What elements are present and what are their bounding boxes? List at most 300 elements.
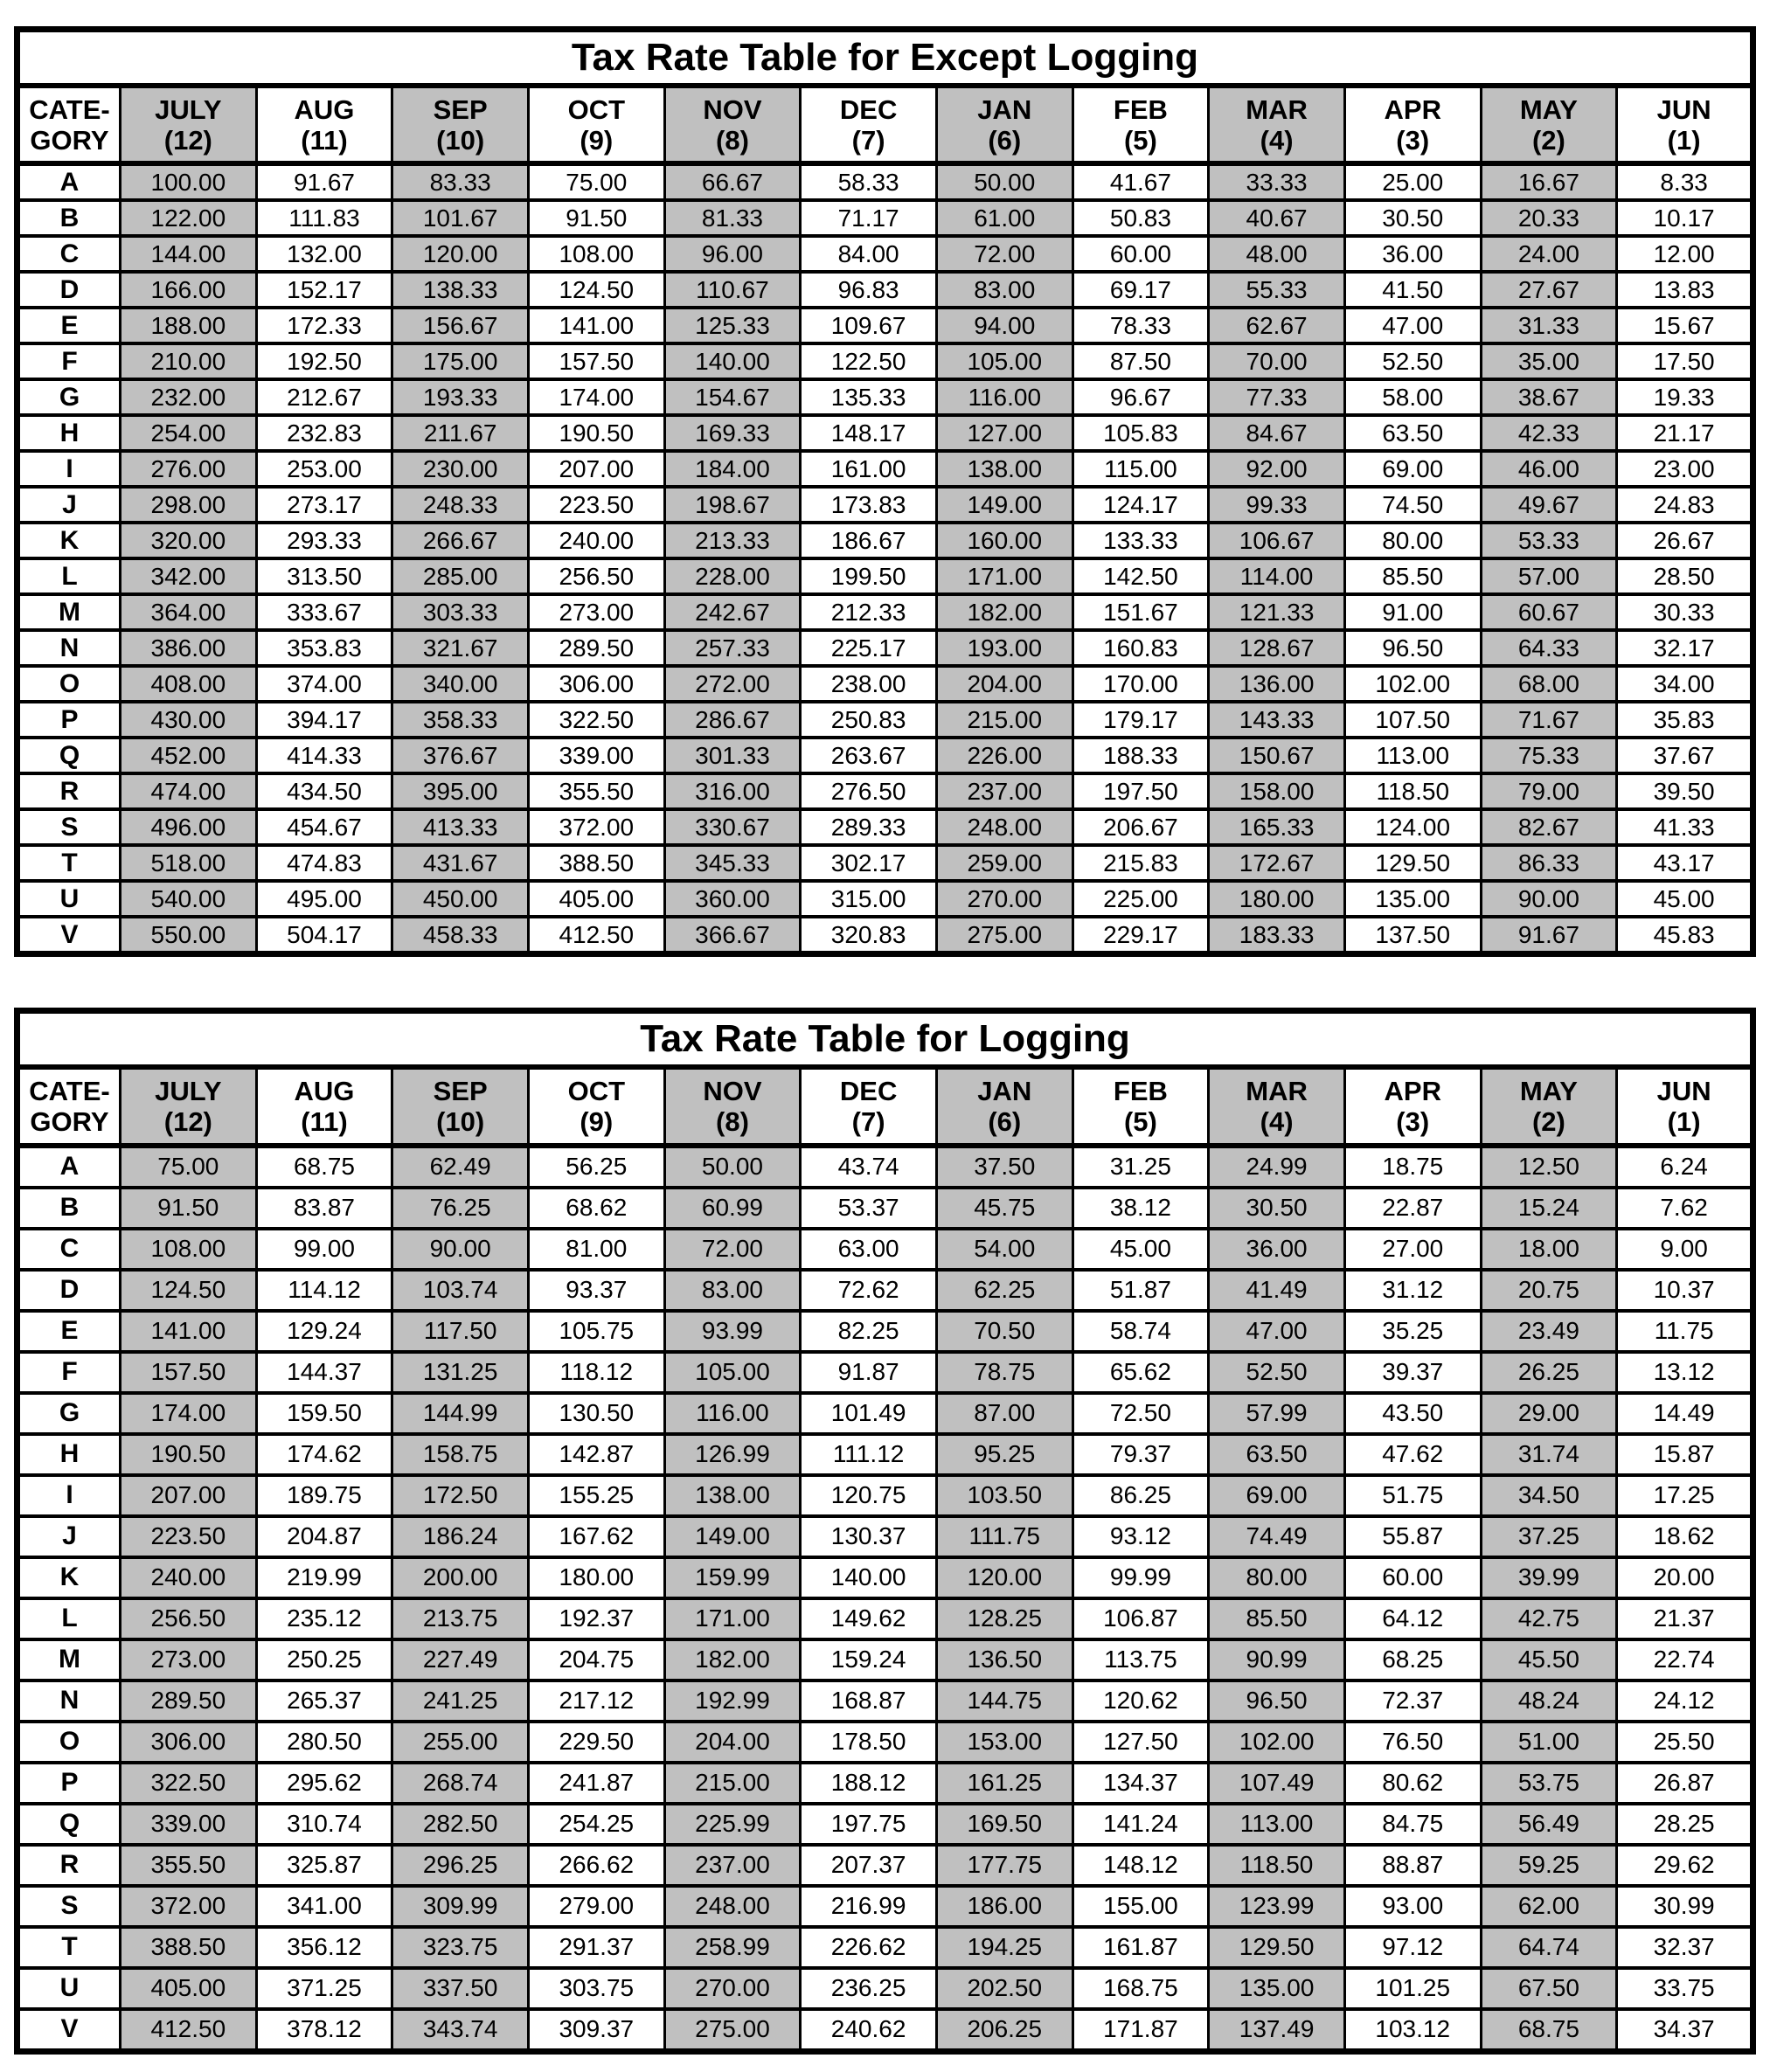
- rate-cell: 106.67: [1209, 523, 1345, 558]
- rate-cell: 71.17: [801, 200, 937, 236]
- rate-cell: 80.62: [1344, 1763, 1481, 1804]
- month-label: SEP: [433, 94, 488, 125]
- rate-cell: 171.00: [936, 558, 1072, 594]
- rate-cell: 92.00: [1209, 451, 1345, 487]
- month-number: (2): [1531, 1106, 1565, 1138]
- row-category: B: [17, 1188, 121, 1229]
- rate-cell: 289.33: [801, 809, 937, 845]
- rate-cell: 358.33: [392, 702, 529, 738]
- rate-cell: 130.37: [801, 1516, 937, 1557]
- month-label: MAR: [1246, 94, 1308, 125]
- rate-cell: 495.00: [256, 881, 392, 917]
- rate-cell: 50.00: [664, 1146, 801, 1188]
- rate-cell: 15.67: [1617, 308, 1753, 343]
- rate-cell: 29.00: [1481, 1393, 1617, 1434]
- rate-cell: 95.25: [936, 1434, 1072, 1475]
- row-category: I: [17, 1475, 121, 1516]
- rate-cell: 204.00: [936, 666, 1072, 702]
- rate-cell: 172.67: [1209, 845, 1345, 881]
- table-header-row: [17, 1067, 1753, 1145]
- rate-cell: 275.00: [664, 2009, 801, 2052]
- month-column-header: [1617, 86, 1753, 163]
- rate-cell: 355.50: [121, 1845, 257, 1886]
- table-row: [17, 1270, 1753, 1311]
- table-row: [17, 272, 1753, 308]
- rate-cell: 14.49: [1617, 1393, 1753, 1434]
- rate-cell: 42.33: [1481, 415, 1617, 451]
- month-number: (7): [851, 1106, 885, 1138]
- rate-cell: 36.00: [1209, 1229, 1345, 1270]
- rate-cell: 31.12: [1344, 1270, 1481, 1311]
- rate-cell: 6.24: [1617, 1146, 1753, 1188]
- rate-cell: 372.00: [528, 809, 664, 845]
- rate-cell: 386.00: [121, 630, 257, 666]
- rate-cell: 167.62: [528, 1516, 664, 1557]
- row-category: U: [17, 881, 121, 917]
- rate-cell: 270.00: [664, 1968, 801, 2009]
- rate-cell: 217.12: [528, 1680, 664, 1722]
- rate-cell: 26.87: [1617, 1763, 1753, 1804]
- row-category: G: [17, 1393, 121, 1434]
- table-row: [17, 163, 1753, 200]
- rate-cell: 518.00: [121, 845, 257, 881]
- rate-cell: 184.00: [664, 451, 801, 487]
- rate-cell: 61.00: [936, 200, 1072, 236]
- row-category: M: [17, 594, 121, 630]
- rate-cell: 504.17: [256, 917, 392, 954]
- rate-cell: 452.00: [121, 738, 257, 773]
- table-row: [17, 1968, 1753, 2009]
- rate-cell: 26.25: [1481, 1352, 1617, 1393]
- rate-cell: 15.24: [1481, 1188, 1617, 1229]
- month-label: AUG: [294, 1076, 355, 1107]
- rate-cell: 232.00: [121, 379, 257, 415]
- row-category: O: [17, 1722, 121, 1763]
- rate-cell: 37.50: [936, 1146, 1072, 1188]
- rate-cell: 388.50: [121, 1927, 257, 1968]
- table-row: [17, 1146, 1753, 1188]
- month-column-header: [256, 86, 392, 163]
- rate-cell: 268.74: [392, 1763, 529, 1804]
- month-number: (8): [716, 124, 749, 156]
- rate-cell: 34.50: [1481, 1475, 1617, 1516]
- row-category: H: [17, 415, 121, 451]
- rate-cell: 108.00: [121, 1229, 257, 1270]
- rate-cell: 248.00: [664, 1886, 801, 1927]
- rate-cell: 430.00: [121, 702, 257, 738]
- rate-cell: 109.67: [801, 308, 937, 343]
- month-label: JUN: [1656, 1076, 1711, 1107]
- rate-cell: 340.00: [392, 666, 529, 702]
- rate-cell: 291.37: [528, 1927, 664, 1968]
- rate-cell: 74.50: [1344, 487, 1481, 523]
- rate-cell: 111.12: [801, 1434, 937, 1475]
- rate-cell: 242.67: [664, 594, 801, 630]
- rate-cell: 250.25: [256, 1639, 392, 1680]
- rate-cell: 87.00: [936, 1393, 1072, 1434]
- rate-cell: 124.50: [528, 272, 664, 308]
- rate-cell: 333.67: [256, 594, 392, 630]
- rate-cell: 19.33: [1617, 379, 1753, 415]
- month-label: AUG: [294, 94, 355, 125]
- table-row: [17, 1680, 1753, 1722]
- rate-cell: 211.67: [392, 415, 529, 451]
- rate-cell: 90.99: [1209, 1639, 1345, 1680]
- rate-cell: 172.33: [256, 308, 392, 343]
- rate-cell: 306.00: [121, 1722, 257, 1763]
- rate-cell: 113.75: [1072, 1639, 1209, 1680]
- rate-cell: 238.00: [801, 666, 937, 702]
- rate-cell: 141.24: [1072, 1804, 1209, 1845]
- rate-cell: 190.50: [121, 1434, 257, 1475]
- month-label: FEB: [1113, 94, 1168, 125]
- rate-cell: 302.17: [801, 845, 937, 881]
- row-category: A: [17, 1146, 121, 1188]
- rate-cell: 30.33: [1617, 594, 1753, 630]
- rate-cell: 366.67: [664, 917, 801, 954]
- rate-cell: 40.67: [1209, 200, 1345, 236]
- month-number: (4): [1260, 124, 1294, 156]
- table-row: [17, 2009, 1753, 2052]
- rate-cell: 34.37: [1617, 2009, 1753, 2052]
- month-label: JAN: [977, 1076, 1032, 1107]
- month-number: (11): [301, 124, 348, 156]
- rate-cell: 310.74: [256, 1804, 392, 1845]
- rate-cell: 141.00: [121, 1311, 257, 1352]
- rate-cell: 193.33: [392, 379, 529, 415]
- rate-cell: 99.33: [1209, 487, 1345, 523]
- rate-cell: 123.99: [1209, 1886, 1345, 1927]
- rate-cell: 45.00: [1617, 881, 1753, 917]
- rate-cell: 120.00: [392, 236, 529, 272]
- rate-cell: 51.87: [1072, 1270, 1209, 1311]
- rate-cell: 84.00: [801, 236, 937, 272]
- rate-cell: 153.00: [936, 1722, 1072, 1763]
- rate-cell: 84.75: [1344, 1804, 1481, 1845]
- rate-cell: 210.00: [121, 343, 257, 379]
- rate-cell: 25.00: [1344, 163, 1481, 200]
- rate-cell: 93.37: [528, 1270, 664, 1311]
- rate-cell: 33.33: [1209, 163, 1345, 200]
- rate-cell: 62.67: [1209, 308, 1345, 343]
- rate-cell: 60.99: [664, 1188, 801, 1229]
- rate-cell: 96.50: [1344, 630, 1481, 666]
- row-category: P: [17, 702, 121, 738]
- rate-cell: 107.49: [1209, 1763, 1345, 1804]
- rate-cell: 237.00: [936, 773, 1072, 809]
- rate-cell: 241.25: [392, 1680, 529, 1722]
- rate-cell: 337.50: [392, 1968, 529, 2009]
- rate-cell: 496.00: [121, 809, 257, 845]
- rate-cell: 87.50: [1072, 343, 1209, 379]
- month-column-header: [1072, 86, 1209, 163]
- rate-cell: 316.00: [664, 773, 801, 809]
- category-header-line2: GORY: [30, 124, 109, 156]
- rate-cell: 122.50: [801, 343, 937, 379]
- rate-cell: 9.00: [1617, 1229, 1753, 1270]
- rate-cell: 330.67: [664, 809, 801, 845]
- rate-cell: 27.67: [1481, 272, 1617, 308]
- rate-cell: 177.75: [936, 1845, 1072, 1886]
- month-label: FEB: [1113, 1076, 1168, 1107]
- month-column-header: [392, 86, 529, 163]
- rate-cell: 41.33: [1617, 809, 1753, 845]
- rate-cell: 105.83: [1072, 415, 1209, 451]
- rate-cell: 207.00: [528, 451, 664, 487]
- month-number: (8): [716, 1106, 749, 1138]
- table-row: [17, 738, 1753, 773]
- rate-cell: 339.00: [528, 738, 664, 773]
- rate-cell: 120.00: [936, 1557, 1072, 1598]
- month-label: NOV: [703, 94, 762, 125]
- rate-cell: 76.50: [1344, 1722, 1481, 1763]
- rate-cell: 204.00: [664, 1722, 801, 1763]
- row-category: B: [17, 200, 121, 236]
- rate-cell: 159.99: [664, 1557, 801, 1598]
- table-row: [17, 845, 1753, 881]
- rate-cell: 35.83: [1617, 702, 1753, 738]
- rate-cell: 254.25: [528, 1804, 664, 1845]
- rate-cell: 29.62: [1617, 1845, 1753, 1886]
- rate-cell: 33.75: [1617, 1968, 1753, 2009]
- rate-cell: 50.00: [936, 163, 1072, 200]
- rate-cell: 174.00: [528, 379, 664, 415]
- rate-cell: 116.00: [936, 379, 1072, 415]
- month-number: (3): [1396, 124, 1430, 156]
- month-number: (1): [1667, 1106, 1701, 1138]
- month-number: (1): [1667, 124, 1701, 156]
- rate-cell: 306.00: [528, 666, 664, 702]
- rate-cell: 372.00: [121, 1886, 257, 1927]
- rate-cell: 168.87: [801, 1680, 937, 1722]
- month-number: (9): [580, 124, 614, 156]
- rate-cell: 213.75: [392, 1598, 529, 1639]
- rate-cell: 388.50: [528, 845, 664, 881]
- table-row: [17, 1804, 1753, 1845]
- rate-cell: 47.00: [1344, 308, 1481, 343]
- rate-cell: 103.50: [936, 1475, 1072, 1516]
- rate-cell: 303.33: [392, 594, 529, 630]
- rate-cell: 83.33: [392, 163, 529, 200]
- rate-cell: 215.00: [664, 1763, 801, 1804]
- rate-cell: 140.00: [801, 1557, 937, 1598]
- rate-cell: 43.50: [1344, 1393, 1481, 1434]
- rate-cell: 78.33: [1072, 308, 1209, 343]
- category-column-header: [17, 86, 121, 163]
- rate-cell: 170.00: [1072, 666, 1209, 702]
- rate-cell: 169.33: [664, 415, 801, 451]
- rate-cell: 136.00: [1209, 666, 1345, 702]
- rate-cell: 60.67: [1481, 594, 1617, 630]
- rate-cell: 320.00: [121, 523, 257, 558]
- rate-cell: 38.12: [1072, 1188, 1209, 1229]
- table-row: [17, 1311, 1753, 1352]
- rate-cell: 39.37: [1344, 1352, 1481, 1393]
- rate-cell: 101.67: [392, 200, 529, 236]
- rate-cell: 229.50: [528, 1722, 664, 1763]
- rate-cell: 161.00: [801, 451, 937, 487]
- row-category: K: [17, 523, 121, 558]
- rate-cell: 197.50: [1072, 773, 1209, 809]
- rate-cell: 69.00: [1209, 1475, 1345, 1516]
- row-category: T: [17, 1927, 121, 1968]
- rate-cell: 272.00: [664, 666, 801, 702]
- rate-cell: 282.50: [392, 1804, 529, 1845]
- rate-cell: 188.33: [1072, 738, 1209, 773]
- rate-cell: 54.00: [936, 1229, 1072, 1270]
- rate-cell: 198.67: [664, 487, 801, 523]
- rate-cell: 130.50: [528, 1393, 664, 1434]
- table-row: [17, 917, 1753, 954]
- rate-cell: 431.67: [392, 845, 529, 881]
- rate-cell: 91.50: [528, 200, 664, 236]
- rate-cell: 99.00: [256, 1229, 392, 1270]
- rate-cell: 52.50: [1344, 343, 1481, 379]
- rate-cell: 227.49: [392, 1639, 529, 1680]
- rate-cell: 71.67: [1481, 702, 1617, 738]
- rate-cell: 301.33: [664, 738, 801, 773]
- rate-cell: 143.33: [1209, 702, 1345, 738]
- rate-cell: 111.83: [256, 200, 392, 236]
- rate-cell: 30.50: [1209, 1188, 1345, 1229]
- month-label: MAY: [1519, 1076, 1578, 1107]
- rate-cell: 315.00: [801, 881, 937, 917]
- rate-cell: 266.62: [528, 1845, 664, 1886]
- rate-cell: 159.24: [801, 1639, 937, 1680]
- rate-cell: 53.75: [1481, 1763, 1617, 1804]
- rate-cell: 175.00: [392, 343, 529, 379]
- month-column-header: [1344, 1067, 1481, 1145]
- rate-cell: 72.00: [936, 236, 1072, 272]
- rate-cell: 31.25: [1072, 1146, 1209, 1188]
- rate-cell: 174.62: [256, 1434, 392, 1475]
- rate-cell: 37.67: [1617, 738, 1753, 773]
- rate-cell: 68.75: [256, 1146, 392, 1188]
- rate-cell: 194.25: [936, 1927, 1072, 1968]
- rate-cell: 48.24: [1481, 1680, 1617, 1722]
- rate-cell: 212.67: [256, 379, 392, 415]
- rate-cell: 60.00: [1344, 1557, 1481, 1598]
- rate-cell: 47.00: [1209, 1311, 1345, 1352]
- table-row: [17, 1475, 1753, 1516]
- rate-cell: 65.62: [1072, 1352, 1209, 1393]
- rate-cell: 20.75: [1481, 1270, 1617, 1311]
- rate-cell: 183.33: [1209, 917, 1345, 954]
- month-column-header: [1209, 1067, 1345, 1145]
- rate-cell: 17.25: [1617, 1475, 1753, 1516]
- rate-cell: 273.00: [528, 594, 664, 630]
- rate-cell: 276.50: [801, 773, 937, 809]
- rate-cell: 21.17: [1617, 415, 1753, 451]
- rate-cell: 120.62: [1072, 1680, 1209, 1722]
- rate-cell: 13.12: [1617, 1352, 1753, 1393]
- rate-cell: 263.67: [801, 738, 937, 773]
- rate-cell: 289.50: [528, 630, 664, 666]
- rate-cell: 192.99: [664, 1680, 801, 1722]
- table-row: [17, 1393, 1753, 1434]
- rate-cell: 48.00: [1209, 236, 1345, 272]
- table-row: [17, 1763, 1753, 1804]
- rate-cell: 138.33: [392, 272, 529, 308]
- rate-cell: 219.99: [256, 1557, 392, 1598]
- rate-cell: 240.00: [121, 1557, 257, 1598]
- rate-cell: 136.50: [936, 1639, 1072, 1680]
- category-header-line1: CATE-: [29, 1076, 110, 1107]
- rate-cell: 80.00: [1344, 523, 1481, 558]
- rate-cell: 86.33: [1481, 845, 1617, 881]
- rate-cell: 155.25: [528, 1475, 664, 1516]
- rate-cell: 322.50: [121, 1763, 257, 1804]
- rate-cell: 58.33: [801, 163, 937, 200]
- rate-cell: 412.50: [121, 2009, 257, 2052]
- rate-cell: 255.00: [392, 1722, 529, 1763]
- rate-cell: 55.33: [1209, 272, 1345, 308]
- rate-cell: 165.33: [1209, 809, 1345, 845]
- rate-cell: 279.00: [528, 1886, 664, 1927]
- rate-cell: 27.00: [1344, 1229, 1481, 1270]
- rate-cell: 171.87: [1072, 2009, 1209, 2052]
- rate-cell: 450.00: [392, 881, 529, 917]
- rate-cell: 322.50: [528, 702, 664, 738]
- rate-cell: 204.75: [528, 1639, 664, 1680]
- row-category: F: [17, 343, 121, 379]
- table-row: [17, 809, 1753, 845]
- month-label: SEP: [433, 1076, 488, 1107]
- rate-cell: 273.17: [256, 487, 392, 523]
- rate-cell: 178.50: [801, 1722, 937, 1763]
- rate-cell: 138.00: [936, 451, 1072, 487]
- rate-cell: 24.99: [1209, 1146, 1345, 1188]
- rate-cell: 110.67: [664, 272, 801, 308]
- row-category: U: [17, 1968, 121, 2009]
- rate-cell: 275.00: [936, 917, 1072, 954]
- rate-cell: 18.62: [1617, 1516, 1753, 1557]
- rate-cell: 144.75: [936, 1680, 1072, 1722]
- rate-cell: 186.00: [936, 1886, 1072, 1927]
- row-category: L: [17, 1598, 121, 1639]
- rate-cell: 93.99: [664, 1311, 801, 1352]
- rate-cell: 70.00: [1209, 343, 1345, 379]
- rate-cell: 378.12: [256, 2009, 392, 2052]
- row-category: L: [17, 558, 121, 594]
- rate-cell: 91.50: [121, 1188, 257, 1229]
- row-category: E: [17, 1311, 121, 1352]
- row-category: T: [17, 845, 121, 881]
- rate-cell: 86.25: [1072, 1475, 1209, 1516]
- rate-cell: 68.62: [528, 1188, 664, 1229]
- rate-cell: 127.00: [936, 415, 1072, 451]
- rate-cell: 83.00: [936, 272, 1072, 308]
- rate-cell: 128.25: [936, 1598, 1072, 1639]
- rate-cell: 142.50: [1072, 558, 1209, 594]
- rate-cell: 10.17: [1617, 200, 1753, 236]
- rate-cell: 149.62: [801, 1598, 937, 1639]
- row-category: Q: [17, 1804, 121, 1845]
- rate-cell: 186.67: [801, 523, 937, 558]
- rate-cell: 85.50: [1209, 1598, 1345, 1639]
- rate-cell: 68.00: [1481, 666, 1617, 702]
- rate-cell: 91.87: [801, 1352, 937, 1393]
- rate-cell: 276.00: [121, 451, 257, 487]
- rate-cell: 22.87: [1344, 1188, 1481, 1229]
- rate-cell: 83.87: [256, 1188, 392, 1229]
- rate-cell: 57.99: [1209, 1393, 1345, 1434]
- rate-cell: 12.50: [1481, 1146, 1617, 1188]
- rate-cell: 258.99: [664, 1927, 801, 1968]
- rate-cell: 133.33: [1072, 523, 1209, 558]
- rate-cell: 223.50: [121, 1516, 257, 1557]
- table-gap: [14, 957, 1756, 1008]
